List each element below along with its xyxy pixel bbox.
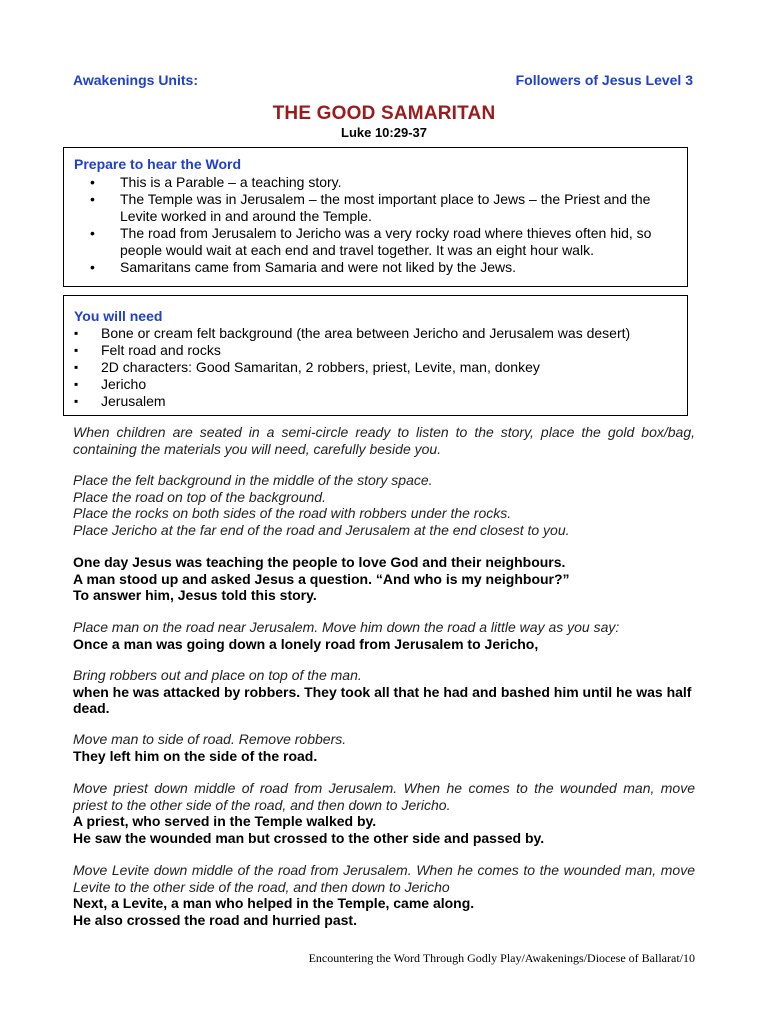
instruction-seating [73, 424, 695, 457]
list-item: • The Temple was in Jerusalem – the most important place to Jews – the Priest and the Levite worked in and around the Temple. [90, 191, 685, 225]
story-text: when he was attacked by robbers. They took all that he had and bashed him until he was half dead. [73, 683, 692, 716]
page-footer: Encountering the Word Through Godly Play/Awakenings/Diocese of Ballarat/10 [308, 951, 695, 965]
story-text: A man stood up and asked Jesus a question. “And who is my neighbour?” [73, 570, 570, 587]
instruction-text: Move Levite down middle of the road from Jerusalem. When he comes to the wounded man, move Levite to the other side of the road, and then down to Jericho [73, 862, 695, 895]
materials-box [63, 295, 688, 416]
prepare-title: Prepare to hear the Word [74, 156, 242, 172]
story-step-robbers [73, 667, 695, 717]
instruction-text: Place the felt background in the middle of the story space. [73, 472, 433, 488]
list-item: ▪ Felt road and rocks [74, 342, 685, 359]
level-label: Followers of Jesus Level 3 [515, 72, 693, 88]
instruction-text: Bring robbers out and place on top of the man. [73, 667, 362, 683]
story-text: A priest, who served in the Temple walked by. [73, 813, 377, 829]
instruction-text: Place man on the road near Jerusalem. Move him down the road a little way as you say: [73, 619, 620, 635]
story-step-roadside [73, 731, 695, 764]
list-item: • Samaritans came from Samaria and were not liked by the Jews. [90, 259, 685, 276]
instruction-text: Place the rocks on both sides of the road with robbers under the rocks. [73, 505, 512, 521]
story-text: They left him on the side of the road. [73, 747, 318, 764]
page-title: THE GOOD SAMARITAN [272, 103, 496, 124]
list-item: ▪ Jericho [74, 376, 685, 393]
list-item: ▪ Jerusalem [74, 393, 685, 410]
prepare-box [63, 147, 688, 287]
instruction-text: Move priest down middle of road from Jerusalem. When he comes to the wounded man, move priest to the other side of the road, and then down to Jericho. [73, 780, 695, 813]
list-item: ▪ 2D characters: Good Samaritan, 2 robbers, priest, Levite, man, donkey [74, 359, 685, 376]
story-text: To answer him, Jesus told this story. [73, 587, 317, 603]
materials-list [74, 325, 685, 410]
instruction-text: When children are seated in a semi-circle ready to listen to the story, place the gold box/bag, containing the materials you will need, carefully beside you. [73, 424, 695, 457]
story-text: Next, a Levite, a man who helped in the Temple, came along. [73, 895, 475, 911]
instruction-text: Move man to side of road. Remove robbers. [73, 731, 347, 747]
story-step-levite [73, 862, 695, 928]
story-text: Once a man was going down a lonely road from Jerusalem to Jericho, [73, 635, 539, 652]
story-text: He also crossed the road and hurried past. [73, 911, 357, 928]
list-item: • The road from Jerusalem to Jericho was a very rocky road where thieves often hid, so people would wait at each end and travel together. It was an eight hour walk. [90, 225, 685, 259]
story-intro [73, 554, 695, 604]
instruction-text: Place the road on top of the background. [73, 488, 326, 505]
story-text: One day Jesus was teaching the people to love God and their neighbours. [73, 554, 566, 570]
story-text: He saw the wounded man but crossed to the other side and passed by. [73, 829, 545, 846]
list-item: ▪ Bone or cream felt background (the area between Jericho and Jerusalem was desert) [74, 325, 685, 342]
page-header [73, 72, 693, 90]
story-step-priest [73, 780, 695, 846]
story-step-man [73, 619, 695, 652]
scripture-reference: Luke 10:29-37 [341, 125, 427, 140]
instruction-setup [73, 472, 695, 538]
materials-title: You will need [74, 308, 163, 324]
instruction-text: Place Jericho at the far end of the road and Jerusalem at the end closest to you. [73, 521, 570, 538]
list-item: • This is a Parable – a teaching story. [90, 174, 685, 191]
unit-label: Awakenings Units: [73, 72, 198, 88]
prepare-list [90, 174, 685, 276]
